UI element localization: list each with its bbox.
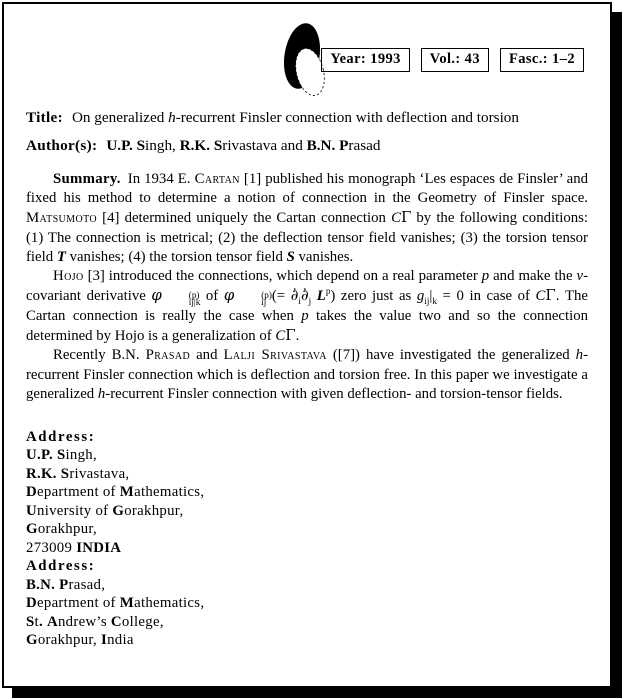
title-text: On generalized h-recurrent Finsler connection with deflection and torsion — [71, 109, 519, 126]
address-line: Department of Mathematics, — [26, 484, 205, 501]
title-line — [26, 108, 588, 128]
address-label: Address: — [26, 558, 96, 575]
address-block-2 — [26, 557, 588, 650]
fascicle-badge: Fasc.: 1–2 — [500, 48, 584, 72]
addresses-section — [26, 428, 588, 650]
address-label: Address: — [26, 428, 96, 445]
journal-crescent-logo-icon — [284, 22, 326, 98]
summary-label: Summary. — [53, 171, 121, 187]
page-header — [26, 18, 588, 108]
address-line: B.N. Prasad, — [26, 576, 106, 593]
address-line: Gorakhpur, — [26, 521, 98, 538]
address-line: St. Andrew’s College, — [26, 613, 164, 630]
summary-section — [26, 170, 588, 404]
address-line: University of Gorakhpur, — [26, 502, 184, 519]
issue-badges — [321, 48, 584, 72]
authors-line — [26, 136, 588, 156]
address-line: U.P. Singh, — [26, 447, 98, 464]
page-content — [4, 4, 610, 686]
authors-label: Author(s): — [26, 137, 98, 154]
summary-paragraph-2: Hojo [3] introduced the connections, which depend on a real parameter p and make the v-covariant derivative φ (p) ij|k of φ (p) ij (= $\partial̇_i\partial̇_j$ $L^p$) zero just as $g_{ij}|_k = 0$ in case of CΓ. The Cartan connection is really the case when p takes the value two and so the connection determined by Hojo is a generalization of CΓ. — [26, 268, 589, 345]
year-badge: Year: 1993 — [321, 48, 409, 72]
abstract-page — [2, 2, 612, 688]
summary-paragraph-3: Recently B.N. Prasad and Lalji Srivastava ([7]) have investigated the generalized h-recurrent Finsler connection which is deflection and torsion free. In this paper we investigate a generalized h-recurrent Finsler connection with given deflection- and torsion-tensor fields. — [26, 347, 589, 402]
address-block-1 — [26, 428, 588, 558]
address-line: 273009 INDIA — [26, 539, 122, 556]
address-line: Department of Mathematics, — [26, 595, 205, 612]
summary-paragraph-1-text: In 1934 E. Cartan [1] published his monograph ‘Les espaces de Finsler’ and fixed his method to determine a notion of connection in the Geometry of Finsler space. Matsumoto [4] determined uniquely the Cartan connection CΓ by the following conditions: (1) The connection is metrical; (2) the deflection tensor field vanishes; (3) the torsion tensor field T vanishes; (4) the torsion tensor field S vanishes. — [26, 171, 588, 265]
volume-badge: Vol.: 43 — [421, 48, 489, 72]
address-line: Gorakhpur, India — [26, 632, 134, 649]
summary-paragraph-1 — [26, 170, 588, 267]
address-line: R.K. Srivastava, — [26, 465, 130, 482]
title-label: Title: — [26, 109, 63, 126]
authors-text: U.P. Singh, R.K. Srivastava and B.N. Prasad — [106, 137, 381, 154]
